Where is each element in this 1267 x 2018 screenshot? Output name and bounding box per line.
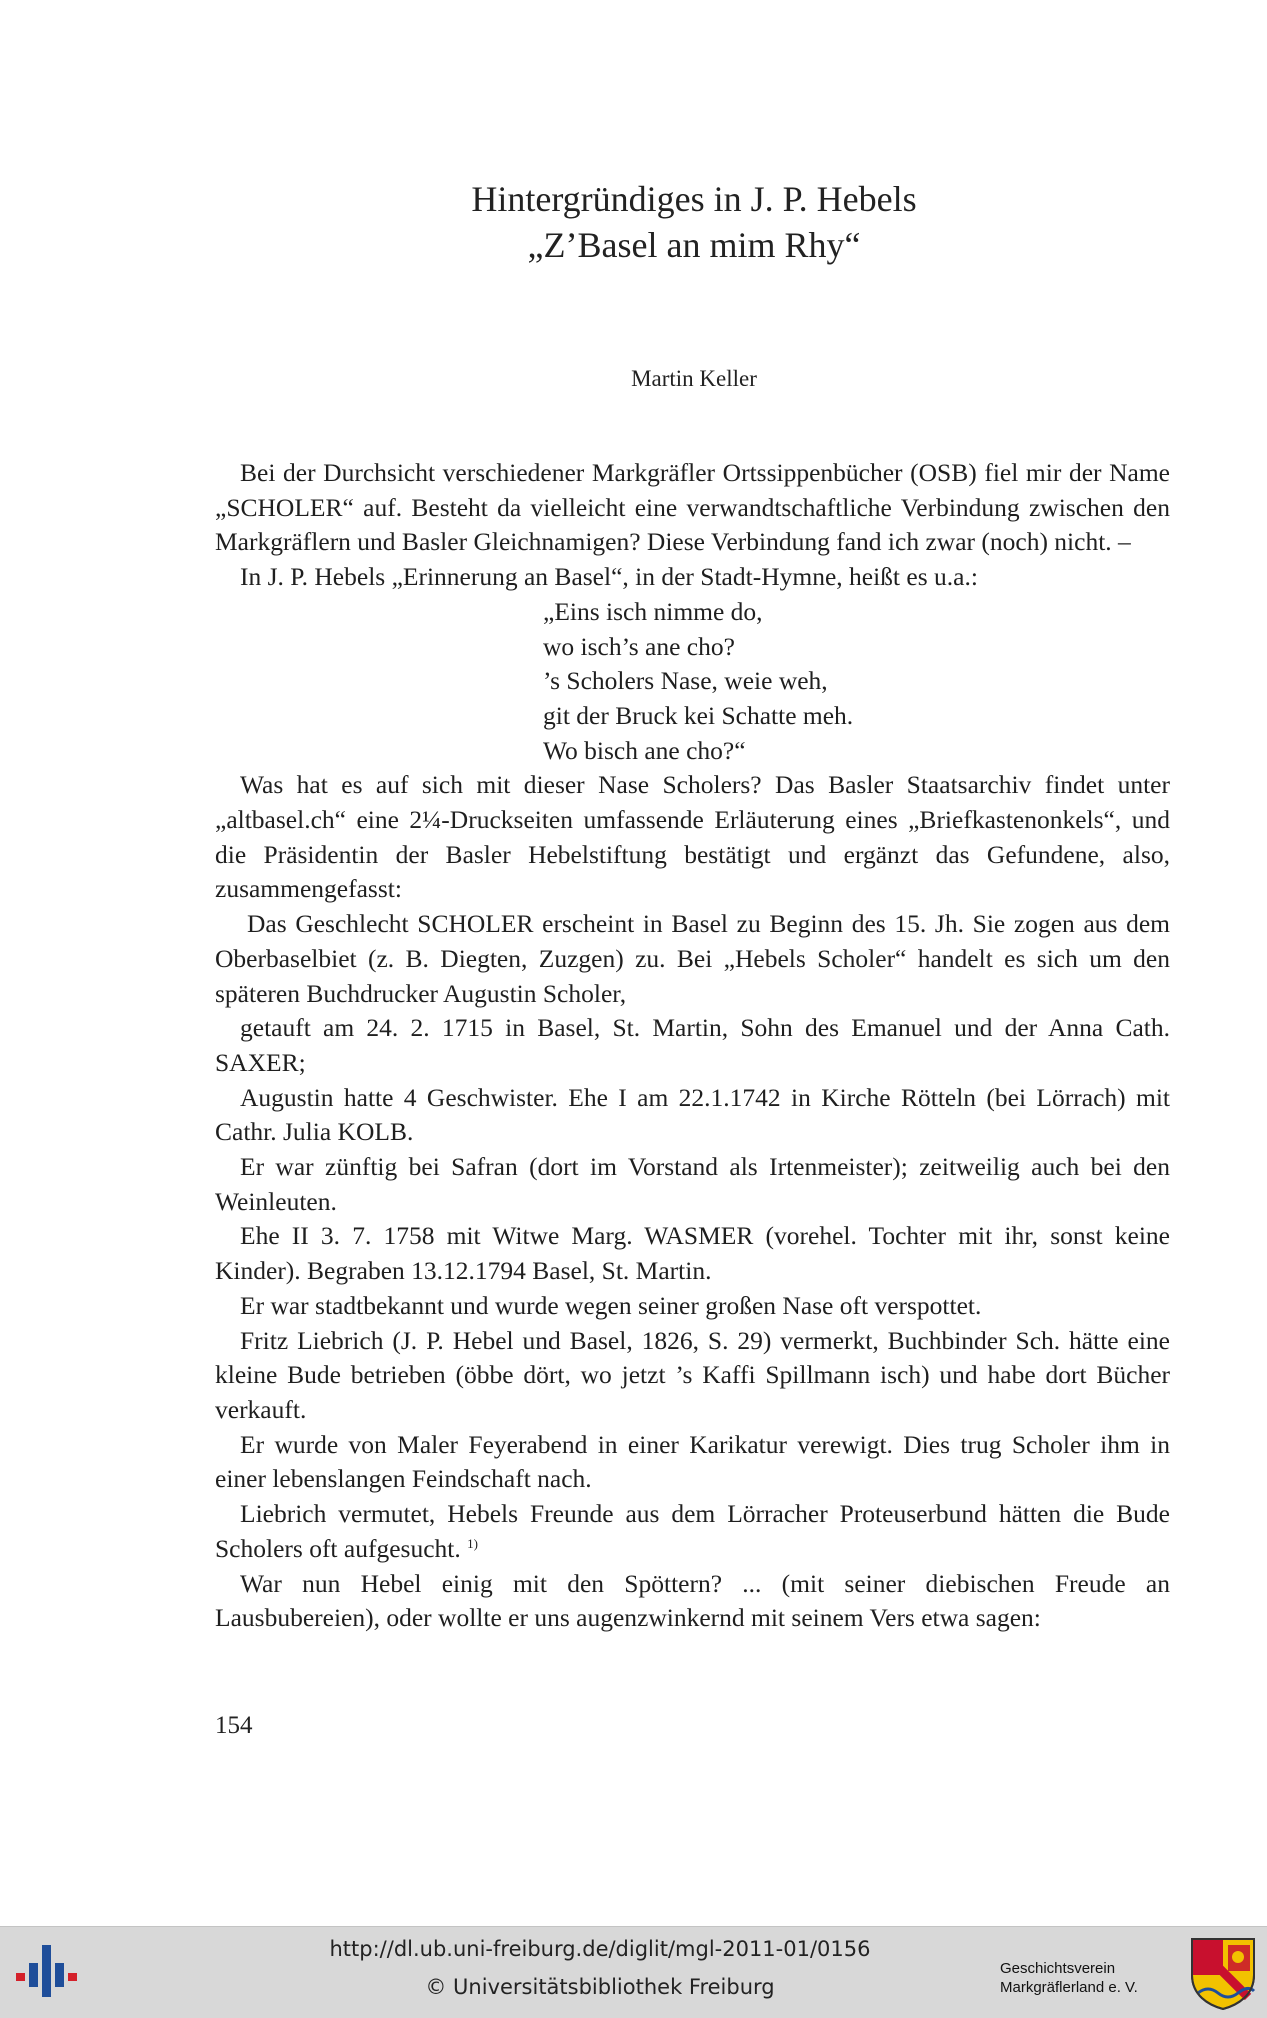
coat-of-arms-icon (1188, 1935, 1258, 2011)
title-line-1: Hintergründiges in J. P. Hebels (471, 179, 917, 219)
verse-line: Wo bisch ane cho?“ (543, 735, 746, 765)
verse-line: „Eins isch nimme do, (543, 596, 763, 626)
paragraph: Bei der Durchsicht verschiedener Markgräfler Ortssippenbücher (OSB) fiel mir der Name „SCHOLER“ auf. Besteht da vielleicht eine verwandtschaftliche Verbindung zwischen den Markgräflern und Basler Gleichnamigen? Diese Verbindung fand ich zwar (noch) nicht. – (215, 458, 1170, 557)
author-name: Martin Keller (631, 366, 757, 391)
society-line-2: Markgräflerland e. V. (1000, 1979, 1138, 1996)
verse-line: wo isch’s ane cho? (543, 631, 735, 661)
library-credit: © Universitätsbibliothek Freiburg (425, 1975, 775, 1999)
footnote-marker: 1) (467, 1535, 478, 1551)
paragraph: Er wurde von Maler Feyerabend in einer Karikatur verewigt. Dies trug Scholer ihm in einer lebenslangen Feindschaft nach. (215, 1429, 1170, 1494)
paragraph: Er war stadtbekannt und wurde wegen seiner großen Nase oft verspottet. (240, 1290, 982, 1320)
paragraph: getauft am 24. 2. 1715 in Basel, St. Martin, Sohn des Emanuel und der Anna Cath. SAXER; (215, 1013, 1170, 1077)
paragraph-text: Liebrich vermutet, Hebels Freunde aus dem Lörracher Proteuserbund hätten die Bude Scholers oft aufgesucht. (215, 1499, 1170, 1563)
page-number: 154 (215, 1712, 253, 1739)
article-title (380, 176, 1008, 268)
paragraph (215, 1497, 1170, 1566)
paragraph: Er war zünftig bei Safran (dort im Vorstand als Irtenmeister); zeitweilig auch bei den Weinleuten. (215, 1152, 1170, 1216)
title-line-2: „Z’Basel an mim Rhy“ (527, 225, 861, 265)
footer-bar (0, 1926, 1267, 2018)
paragraph: Augustin hatte 4 Geschwister. Ehe I am 22.1.1742 in Kirche Rötteln (bei Lörrach) mit Cathr. Julia KOLB. (215, 1082, 1170, 1147)
ub-freiburg-logo-icon (14, 1941, 84, 2003)
article-body (215, 456, 1170, 1636)
society-name (1000, 1959, 1190, 1997)
verse-line: ’s Scholers Nase, weie weh, (543, 666, 828, 696)
society-line-1: Geschichtsverein (1000, 1960, 1116, 1977)
paragraph: Fritz Liebrich (J. P. Hebel und Basel, 1826, S. 29) vermerkt, Buchbinder Sch. hätte eine kleine Bude betrieben (öbbe dört, wo jetzt ’s Kaffi Spillmann isch) und habe dort Bücher verkauft. (215, 1325, 1170, 1424)
document-url-link[interactable]: http://dl.ub.uni-freiburg.de/diglit/mgl-2011-01/0156 (329, 1937, 871, 1961)
verse-line: git der Bruck kei Schatte meh. (543, 700, 854, 730)
paragraph: Was hat es auf sich mit dieser Nase Scholers? Das Basler Staatsarchiv findet unter „altbasel.ch“ eine 2¼-Druckseiten umfassende Erläuterung eines „Briefkastenonkels“, und die Präsidentin der Basler Hebelstiftung bestätigt und ergänzt das Gefundene, also, zusammengefasst: (215, 770, 1170, 904)
paragraph: War nun Hebel einig mit den Spöttern? ... (mit seiner diebischen Freude an Lausbubereien), oder wollte er uns augenzwinkernd mit seinem Vers etwa sagen: (215, 1568, 1170, 1633)
verse-block (215, 595, 1170, 769)
paragraph: Ehe II 3. 7. 1758 mit Witwe Marg. WASMER (vorehel. Tochter mit ihr, sonst keine Kinder). Begraben 13.12.1794 Basel, St. Martin. (215, 1221, 1170, 1286)
paragraph: In J. P. Hebels „Erinnerung an Basel“, in der Stadt-Hymne, heißt es u.a.: (240, 562, 978, 592)
paragraph: Das Geschlecht SCHOLER erscheint in Basel zu Beginn des 15. Jh. Sie zogen aus dem Oberbaselbiet (z. B. Diegten, Zuzgen) zu. Bei „Hebels Scholer“ handelt es sich um den späteren Buchdrucker Augustin Scholer, (215, 909, 1170, 1008)
